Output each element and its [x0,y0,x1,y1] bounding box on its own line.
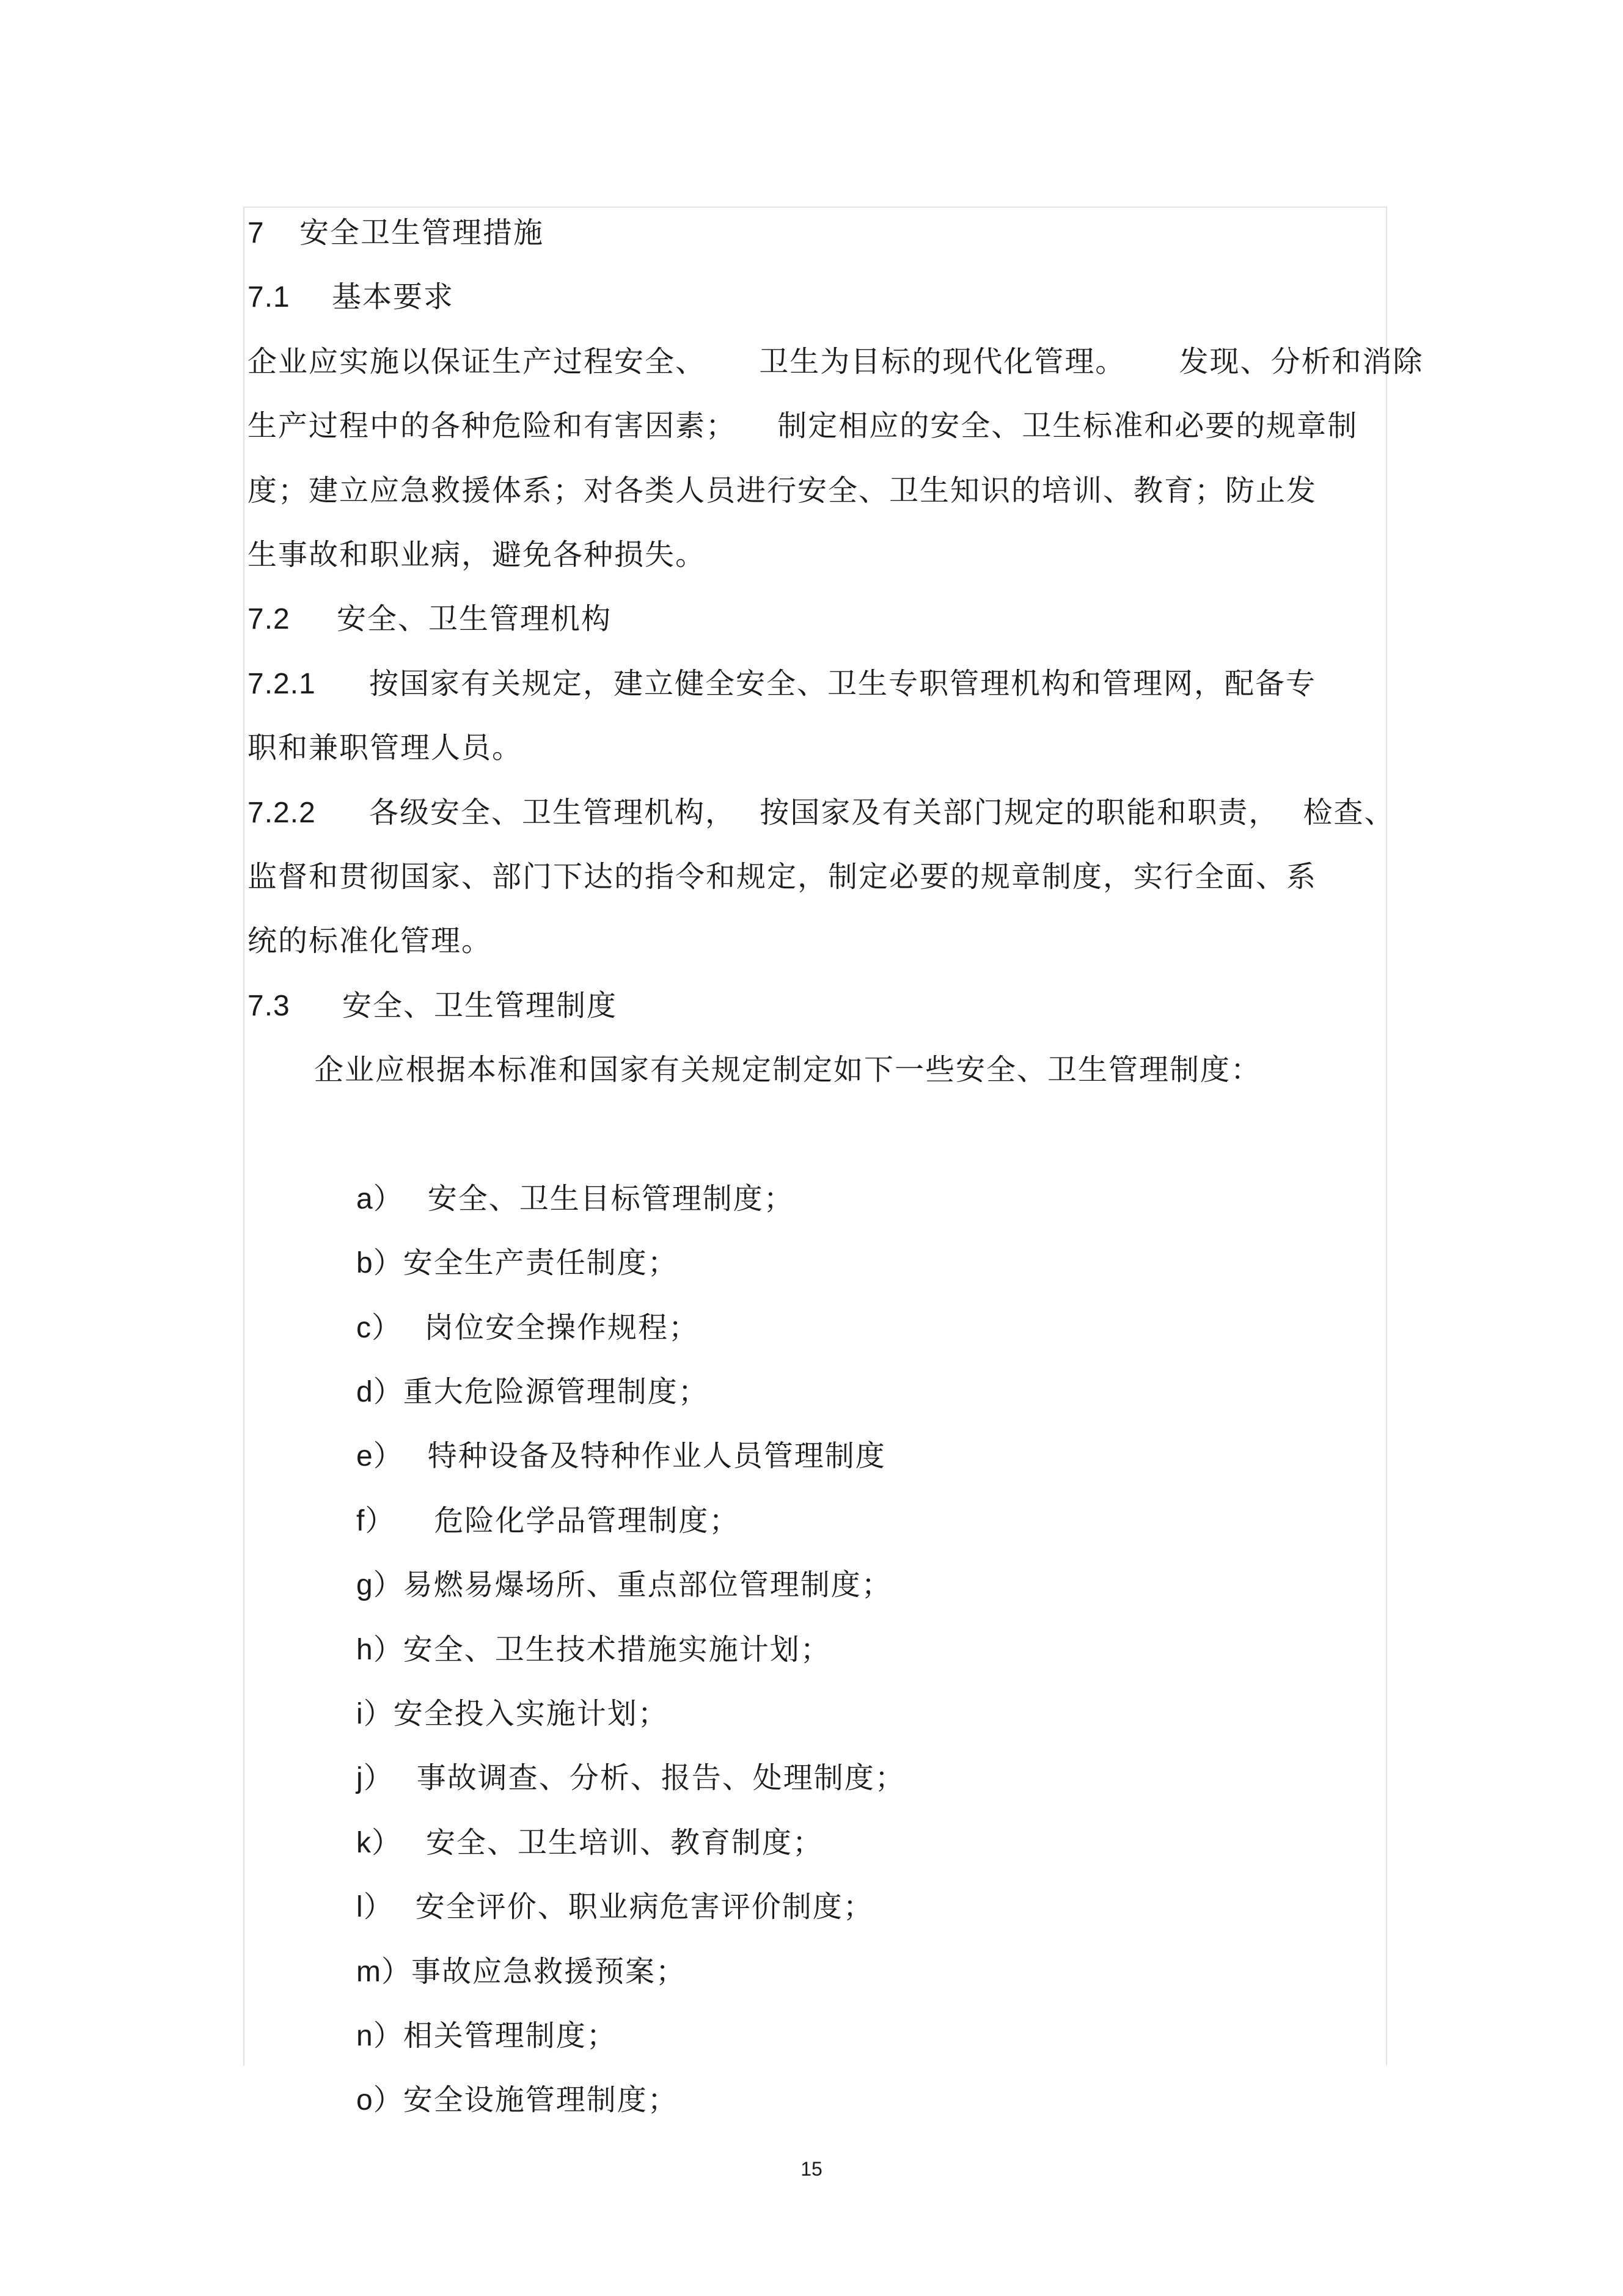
list-item [247,1167,1385,1281]
list-item-label: b） [356,1247,403,1280]
list-item [247,1360,1385,1474]
paragraph-line: 企业应实施以保证生产过程安全、 卫生为目标的现代化管理。 发现、分析和消除 [247,344,1424,379]
page-content [247,201,1424,2118]
clause-7-2-1 [247,652,1385,716]
list-intro: 企业应根据本标准和国家有关规定制定如下一些安全、卫生管理制度： [314,1053,1262,1088]
list-item-label: o） [356,2084,403,2117]
list-item-text: 安全生产责任制度； [403,1246,678,1281]
list-item [247,1102,1385,1216]
list-item-text: 相关管理制度； [403,2018,617,2053]
subsection-number: 7.1 [247,281,290,314]
section-heading [247,201,1385,265]
subsection-heading-7-3 [247,974,1385,1038]
list-item-text: 危险化学品管理制度； [434,1503,740,1538]
list-item [247,1811,1385,1925]
clause-number: 7.2.1 [247,667,316,700]
list-item-text: 安全投入实施计划； [393,1697,669,1731]
list-item-label: f） [356,1504,395,1537]
list-item-text: 特种设备及特种作业人员管理制度 [427,1439,886,1474]
list-item-text: 安全、卫生技术措施实施计划； [403,1632,831,1667]
paragraph-line: 职和兼职管理人员。 [247,731,523,766]
subsection-heading-7-2 [247,587,1385,651]
list-item-label: c） [356,1311,402,1344]
subsection-title: 安全、卫生管理制度 [342,988,618,1023]
list-item-label: k） [356,1826,402,1859]
list-item-label: i） [356,1698,394,1730]
list-item-label: n） [356,2019,403,2052]
subsection-number: 7.3 [247,989,290,1022]
list-item-label: j） [356,1762,394,1795]
page-number: 15 [801,2158,822,2180]
list-item [247,1424,1385,1538]
list-item [247,1553,1385,1667]
clause-7-2-2 [247,781,1395,845]
list-item [247,1940,1385,2053]
list-item [247,1875,1385,1989]
list-item-text: 安全评价、职业病危害评价制度； [415,1890,874,1925]
list-item-label: g） [356,1569,403,1602]
list-item-label: h） [356,1633,403,1666]
list-item-text: 安全、卫生目标管理制度； [427,1181,794,1216]
list-item-label: a） [356,1182,403,1215]
list-item-text: 重大危险源管理制度； [403,1375,709,1409]
clause-number: 7.2.2 [247,796,316,829]
list-item-text: 事故应急救援预案； [411,1954,687,1989]
list-item-text: 安全设施管理制度； [403,2083,678,2118]
list-item [247,1489,1385,1603]
section-number: 7 [247,217,265,249]
list-item [247,1746,1385,1860]
clause-text: 各级安全、卫生管理机构， 按国家及有关部门规定的职能和职责， 检查、 [369,795,1395,830]
subsection-title: 安全、卫生管理机构 [337,602,612,637]
list-item [247,2004,1385,2118]
list-item [247,1296,1385,1409]
list-item [247,1231,1385,1345]
paragraph-line: 统的标准化管理。 [247,924,493,959]
list-item-label: e） [356,1440,403,1473]
section-title: 安全卫生管理措施 [299,216,544,250]
paragraph-line: 监督和贯彻国家、部门下达的指令和规定，制定必要的规章制度，实行全面、系 [247,859,1317,894]
list-item-label: d） [356,1376,403,1409]
paragraph-line: 生产过程中的各种危险和有害因素； 制定相应的安全、卫生标准和必要的规章制 [247,409,1358,444]
list-item-text: 易燃易爆场所、重点部位管理制度； [403,1568,892,1603]
paragraph-line: 度；建立应急救援体系；对各类人员进行安全、卫生知识的培训、教育；防止发 [247,473,1317,508]
paragraph-line: 生事故和职业病，避免各种损失。 [247,537,706,572]
list-item-text: 岗位安全操作规程； [424,1310,700,1345]
subsection-title: 基本要求 [332,280,455,315]
subsection-heading-7-1 [247,265,1385,329]
list-item [247,1682,1385,1796]
subsection-number: 7.2 [247,603,290,636]
list-item-label: l） [356,1891,394,1924]
clause-text: 按国家有关规定，建立健全安全、卫生专职管理机构和管理网，配备专 [369,666,1317,701]
list-item-text: 事故调查、分析、报告、处理制度； [416,1761,906,1796]
list-item-text: 安全、卫生培训、教育制度； [426,1825,824,1860]
list-item [247,1618,1385,1731]
list-item-label: m） [356,1955,412,1988]
